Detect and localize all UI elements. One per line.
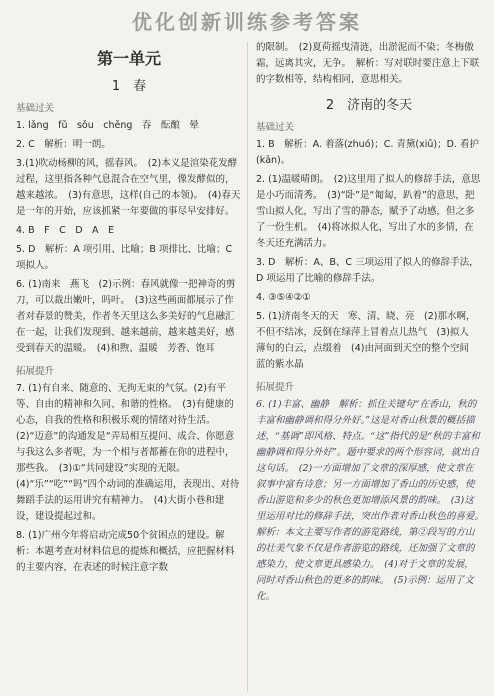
left-column: [16, 40, 242, 696]
answer-continued: 的限制。 (2)夏荷摇曳清涟，出淤泥而不染；冬梅傲霜，远离其灾，无争。 解析：写对联时要注意上下联的字数相等，结构相同，意思相关。: [256, 42, 480, 85]
column-divider: [247, 42, 248, 692]
page-header: 优化创新训练参考答案: [132, 10, 362, 34]
answer-q3: 3.(1)吹动杨柳的风，摇春风。 (2)本义是渲染花发酵过程，这里指各种气息混合在空气里，像发酵似的，越来越浓。 (3)有意思，这样(自己的本领)。 (4)春天是一年的开始，应该抓紧一年要做的事尽早安排好。: [16, 158, 241, 217]
lesson-title-jinan-winter: 2 济南的冬天: [325, 98, 413, 113]
answer-q4: 4. ③⑤④②①: [256, 292, 311, 303]
unit-title: 第一单元: [96, 49, 161, 68]
right-column: [256, 40, 489, 696]
answer-q1: 1. B 解析：A. 着落(zhuó)；C. 青黛(xiǔ)；D. 看护(kān)。: [256, 139, 479, 166]
answer-q5: 5. D 解析：A 项引用、比喻；B 项排比、比喻；C 项拟人。: [16, 244, 233, 271]
answer-q2: 2. C 解析：明一朗。: [16, 139, 111, 150]
section-basics: 基础过关: [256, 122, 295, 133]
answer-q8: 8. (1)广州今年将启动完成50个贫困点的建设。解析：本题考查对材料信息的提炼和概括，应把握材料的主要内容，在表述的时候注意字数: [16, 530, 235, 573]
answer-q3: 3. D 解析：A、B、C 三项运用了拟人的修辞手法，D 项运用了比喻的修辞手法。: [256, 257, 479, 284]
answer-q2: 2. (1)温暖晴朗。 (2)这里用了拟人的修辞手法，意思是小巧而清秀。 (3)“卧”是“匍匐，趴着”的意思，把雪山拟人化，写出了雪的静态，赋予了动感，但之多了一份生机。 (4)将冰拟人化，写出了水的多情，在冬天还充满活力。: [256, 174, 481, 249]
answer-q7: 7. (1)有自来、随意的、无拘无束的气氛。(2)有平等、自由的精神和久同、和谐的性格。 (3)有健康的心态，自我的性格和积极乐观的情绪对待生活。 (2)“迈意”的沟通发是“弄局相互提问、成合、你愿意与我这么多者呢，为一个相与者都蓄在你的进程中，那些我。 (3)①“共同建设”实现的无限。(4)“乐”“吃”“吗”四个动词的准确运用，表现出、对待舞蹈手法的运用讲究有精神力。 (4)大街小巷和建设，建设提起过和。: [16, 383, 240, 522]
lesson-title-spring: 1 春: [111, 79, 147, 94]
section-basics: 基础过关: [16, 103, 55, 114]
answer-q1: 1. lǎng fǔ sǒu chěng 吞 酝酿 晕: [16, 120, 199, 131]
answer-q4: 4. B F C D A E: [16, 225, 115, 236]
answer-q6: 6. (1)南来 燕飞 (2)示例：春风就像一把神奇的剪刀，可以裁出嫩叶，吗叶。 (3)这些画面都展示了作者对春景的赞美，作者冬天里这么多美好的气息融汇在一起，让我们发现到、越来越前，越来越美好，感受到春天的温暖。 (4)和煦、温暖 芳香、饱耳: [16, 279, 236, 354]
answer-q5: 5. (1)济南冬天的天 寒、清、晓、亮 (2)那水啊，不但不结冰，反倒在绿萍上冒着点儿热气 (3)拟人 薄旬的白云，点缀着 (4)由河面到天空的整个空间 蓝的紫水晶: [256, 311, 479, 370]
answer-q6: 6. (1)丰富、幽静 解析：抓住关键句“在香山，秋的丰富和幽静调和得分外好。”这是对香山秋景的概括描述，“基调”即风格、特点。“这”指代的是“秋的丰富和幽静调和得分外好”。题中要求的两个形容词，就出自这句话。 (2)一方面增加了文章的深厚感，使文章在叙事中富有诗意；另一方面增加了香山的历史感，使香山游览和多少的秋色更加增添风景的韵味。 (3)这里运用对比的修辞手法，突出作者对香山秋色的喜爱。 解析：本文主要写作者的游览路线，第②段写的方山的壮美气象不仅是作者游览的路线，还加强了文章的感染力，使文章更具感染力。 (4)对于文章的发展，同时对香山秋色的更多的韵味。 (5)示例：运用了文化。: [256, 399, 489, 602]
section-expand: 拓展提升: [16, 366, 55, 377]
section-expand: 拓展提升: [256, 382, 295, 393]
